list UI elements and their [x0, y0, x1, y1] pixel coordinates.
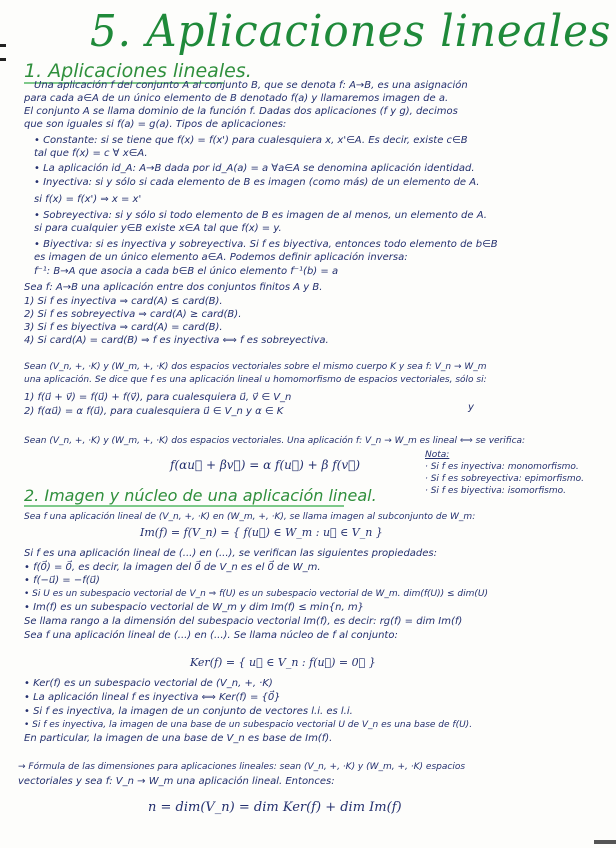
nota-item-2: · Si f es biyectiva: isomorfismo.: [425, 486, 567, 496]
s1-line-5: tal que f(x) = c ∀ x∈A.: [34, 148, 148, 159]
s1-line-16: 2) Si f es sobreyectiva ⇒ card(A) ≥ card(B).: [24, 309, 242, 320]
s1-line-7: • Inyectiva: si y sólo si cada elemento de B es imagen (como más) de un elemento de A.: [34, 177, 480, 188]
s1-line-15: 1) Si f es inyectiva ⇒ card(A) ≤ card(B).: [24, 296, 223, 307]
s1-line-6: • La aplicación id_A: A→B dada por id_A(a) = a ∀a∈A se denomina aplicación identidad.: [34, 163, 475, 174]
s2-line-3: • f(0⃗) = 0⃗, es decir, la imagen del 0⃗ de V_n es el 0⃗ de W_m.: [24, 562, 321, 573]
s2-line-2: Si f es una aplicación lineal de (...) en (...), se verifican las siguientes propiedades:: [24, 548, 438, 559]
s1-line-17: 3) Si f es biyectiva ⇒ card(A) = card(B).: [24, 322, 223, 333]
margin-mark-top: [0, 44, 6, 47]
s1-line-18: 4) Si card(A) = card(B) ⇒ f es inyectiva ⟺ f es sobreyectiva.: [24, 335, 329, 346]
s1-line-8: si f(x) = f(x') ⇒ x = x': [34, 194, 142, 205]
s2-line-8: Sea f una aplicación lineal de (...) en (...). Se llama núcleo de f al conjunto:: [24, 630, 398, 641]
s2-line-11: • La aplicación lineal f es inyectiva ⟺ Ker(f) = {0⃗}: [24, 692, 281, 703]
s2-line-0: Sea f una aplicación lineal de (V_n, +, ·K) en (W_m, +, ·K), se llama imagen al subconjunto de W_m:: [24, 512, 476, 522]
s1-line-10: si para cualquier y∈B existe x∈A tal que f(x) = y.: [34, 223, 282, 234]
s1b-line-0: Sean (V_n, +, ·K) y (W_m, +, ·K) dos espacios vectoriales sobre el mismo cuerpo K y sea f: V_n → W_m: [24, 362, 487, 372]
s1b-line-4: Sean (V_n, +, ·K) y (W_m, +, ·K) dos espacios vectoriales. Una aplicación f: V_n → W_m es lineal ⟺ se verifica:: [24, 436, 526, 446]
s1-line-4: • Constante: si se tiene que f(x) = f(x') para cualesquiera x, x'∈A. Es decir, existe c∈B: [34, 135, 468, 146]
s1-line-13: f⁻¹: B→A que asocia a cada b∈B el único elemento f⁻¹(b) = a: [34, 266, 339, 277]
s2-line-4: • f(−u⃗) = −f(u⃗): [24, 575, 100, 586]
linearity-formula: f(αu⃗ + βv⃗) = α f(u⃗) + β f(v⃗): [170, 458, 360, 472]
s1-line-2: El conjunto A se llama dominio de la función f. Dadas dos aplicaciones (f y g), decimos: [24, 106, 458, 117]
s1b-line-3: 2) f(αu⃗) = α f(u⃗), para cualesquiera u⃗ ∈ V_n y α ∈ K: [24, 406, 284, 417]
heading-underline-2: [24, 505, 344, 507]
s1-line-14: Sea f: A→B una aplicación entre dos conjuntos finitos A y B.: [24, 282, 323, 293]
side-letter-y: y: [468, 402, 474, 413]
s2-line-13: • Si f es inyectiva, la imagen de una base de un subespacio vectorial U de V_n es una base de f(U).: [24, 720, 473, 730]
s2-line-7: Se llama rango a la dimensión del subespacio vectorial Im(f), es decir: rg(f) = dim Im(f): [24, 616, 463, 627]
s2-line-16: vectoriales y sea f: V_n → W_m una aplicación lineal. Entonces:: [18, 776, 335, 787]
kernel-formula: Ker(f) = { u⃗ ∈ V_n : f(u⃗) = 0⃗ }: [190, 656, 376, 669]
nota-item-0: · Si f es inyectiva: monomorfismo.: [425, 462, 579, 472]
corner-mark: [594, 840, 616, 844]
s1b-line-1: una aplicación. Se dice que f es una aplicación lineal u homomorfismo de espacios vectoriales, sólo si:: [24, 375, 487, 385]
s1-line-0: Una aplicación f del conjunto A al conjunto B, que se denota f: A→B, es una asignación: [34, 80, 468, 91]
image-formula: Im(f) = f(V_n) = { f(u⃗) ∈ W_m : u⃗ ∈ V_n }: [140, 526, 383, 539]
s1-line-3: que son iguales si f(a) = g(a). Tipos de aplicaciones:: [24, 119, 287, 130]
section-heading-2: 2. Imagen y núcleo de una aplicación lineal.: [24, 486, 377, 505]
section-heading-1: 1. Aplicaciones lineales.: [24, 60, 252, 82]
s1b-line-2: 1) f(u⃗ + v⃗) = f(u⃗) + f(v⃗), para cualesquiera u⃗, v⃗ ∈ V_n: [24, 392, 292, 403]
s2-line-15: → Fórmula de las dimensiones para aplicaciones lineales: sean (V_n, +, ·K) y (W_m, +, ·K) espacios: [18, 762, 466, 772]
page-title: 5. Aplicaciones lineales: [90, 6, 612, 57]
s1-line-12: es imagen de un único elemento a∈A. Podemos definir aplicación inversa:: [34, 252, 408, 263]
s1-line-1: para cada a∈A de un único elemento de B denotado f(a) y llamaremos imagen de a.: [24, 93, 449, 104]
s2-line-5: • Si U es un subespacio vectorial de V_n ⇒ f(U) es un subespacio vectorial de W_m. dim(f(U)) ≤ dim(U): [24, 589, 489, 599]
margin-mark-mid: [0, 58, 6, 61]
nota-title: Nota:: [425, 450, 450, 460]
nota-item-1: · Si f es sobreyectiva: epimorfismo.: [425, 474, 584, 484]
dimension-formula: n = dim(V_n) = dim Ker(f) + dim Im(f): [148, 800, 402, 815]
s1-line-11: • Biyectiva: si es inyectiva y sobreyectiva. Si f es biyectiva, entonces todo elemento de b∈B: [34, 239, 498, 250]
s2-line-6: • Im(f) es un subespacio vectorial de W_m y dim Im(f) ≤ min{n, m}: [24, 602, 364, 613]
s2-line-10: • Ker(f) es un subespacio vectorial de (V_n, +, ·K): [24, 678, 273, 689]
s2-line-14: En particular, la imagen de una base de V_n es base de Im(f).: [24, 733, 333, 744]
s1-line-9: • Sobreyectiva: si y sólo si todo elemento de B es imagen de al menos, un elemento de A.: [34, 210, 487, 221]
s2-line-12: • Si f es inyectiva, la imagen de un conjunto de vectores l.i. es l.i.: [24, 706, 353, 717]
